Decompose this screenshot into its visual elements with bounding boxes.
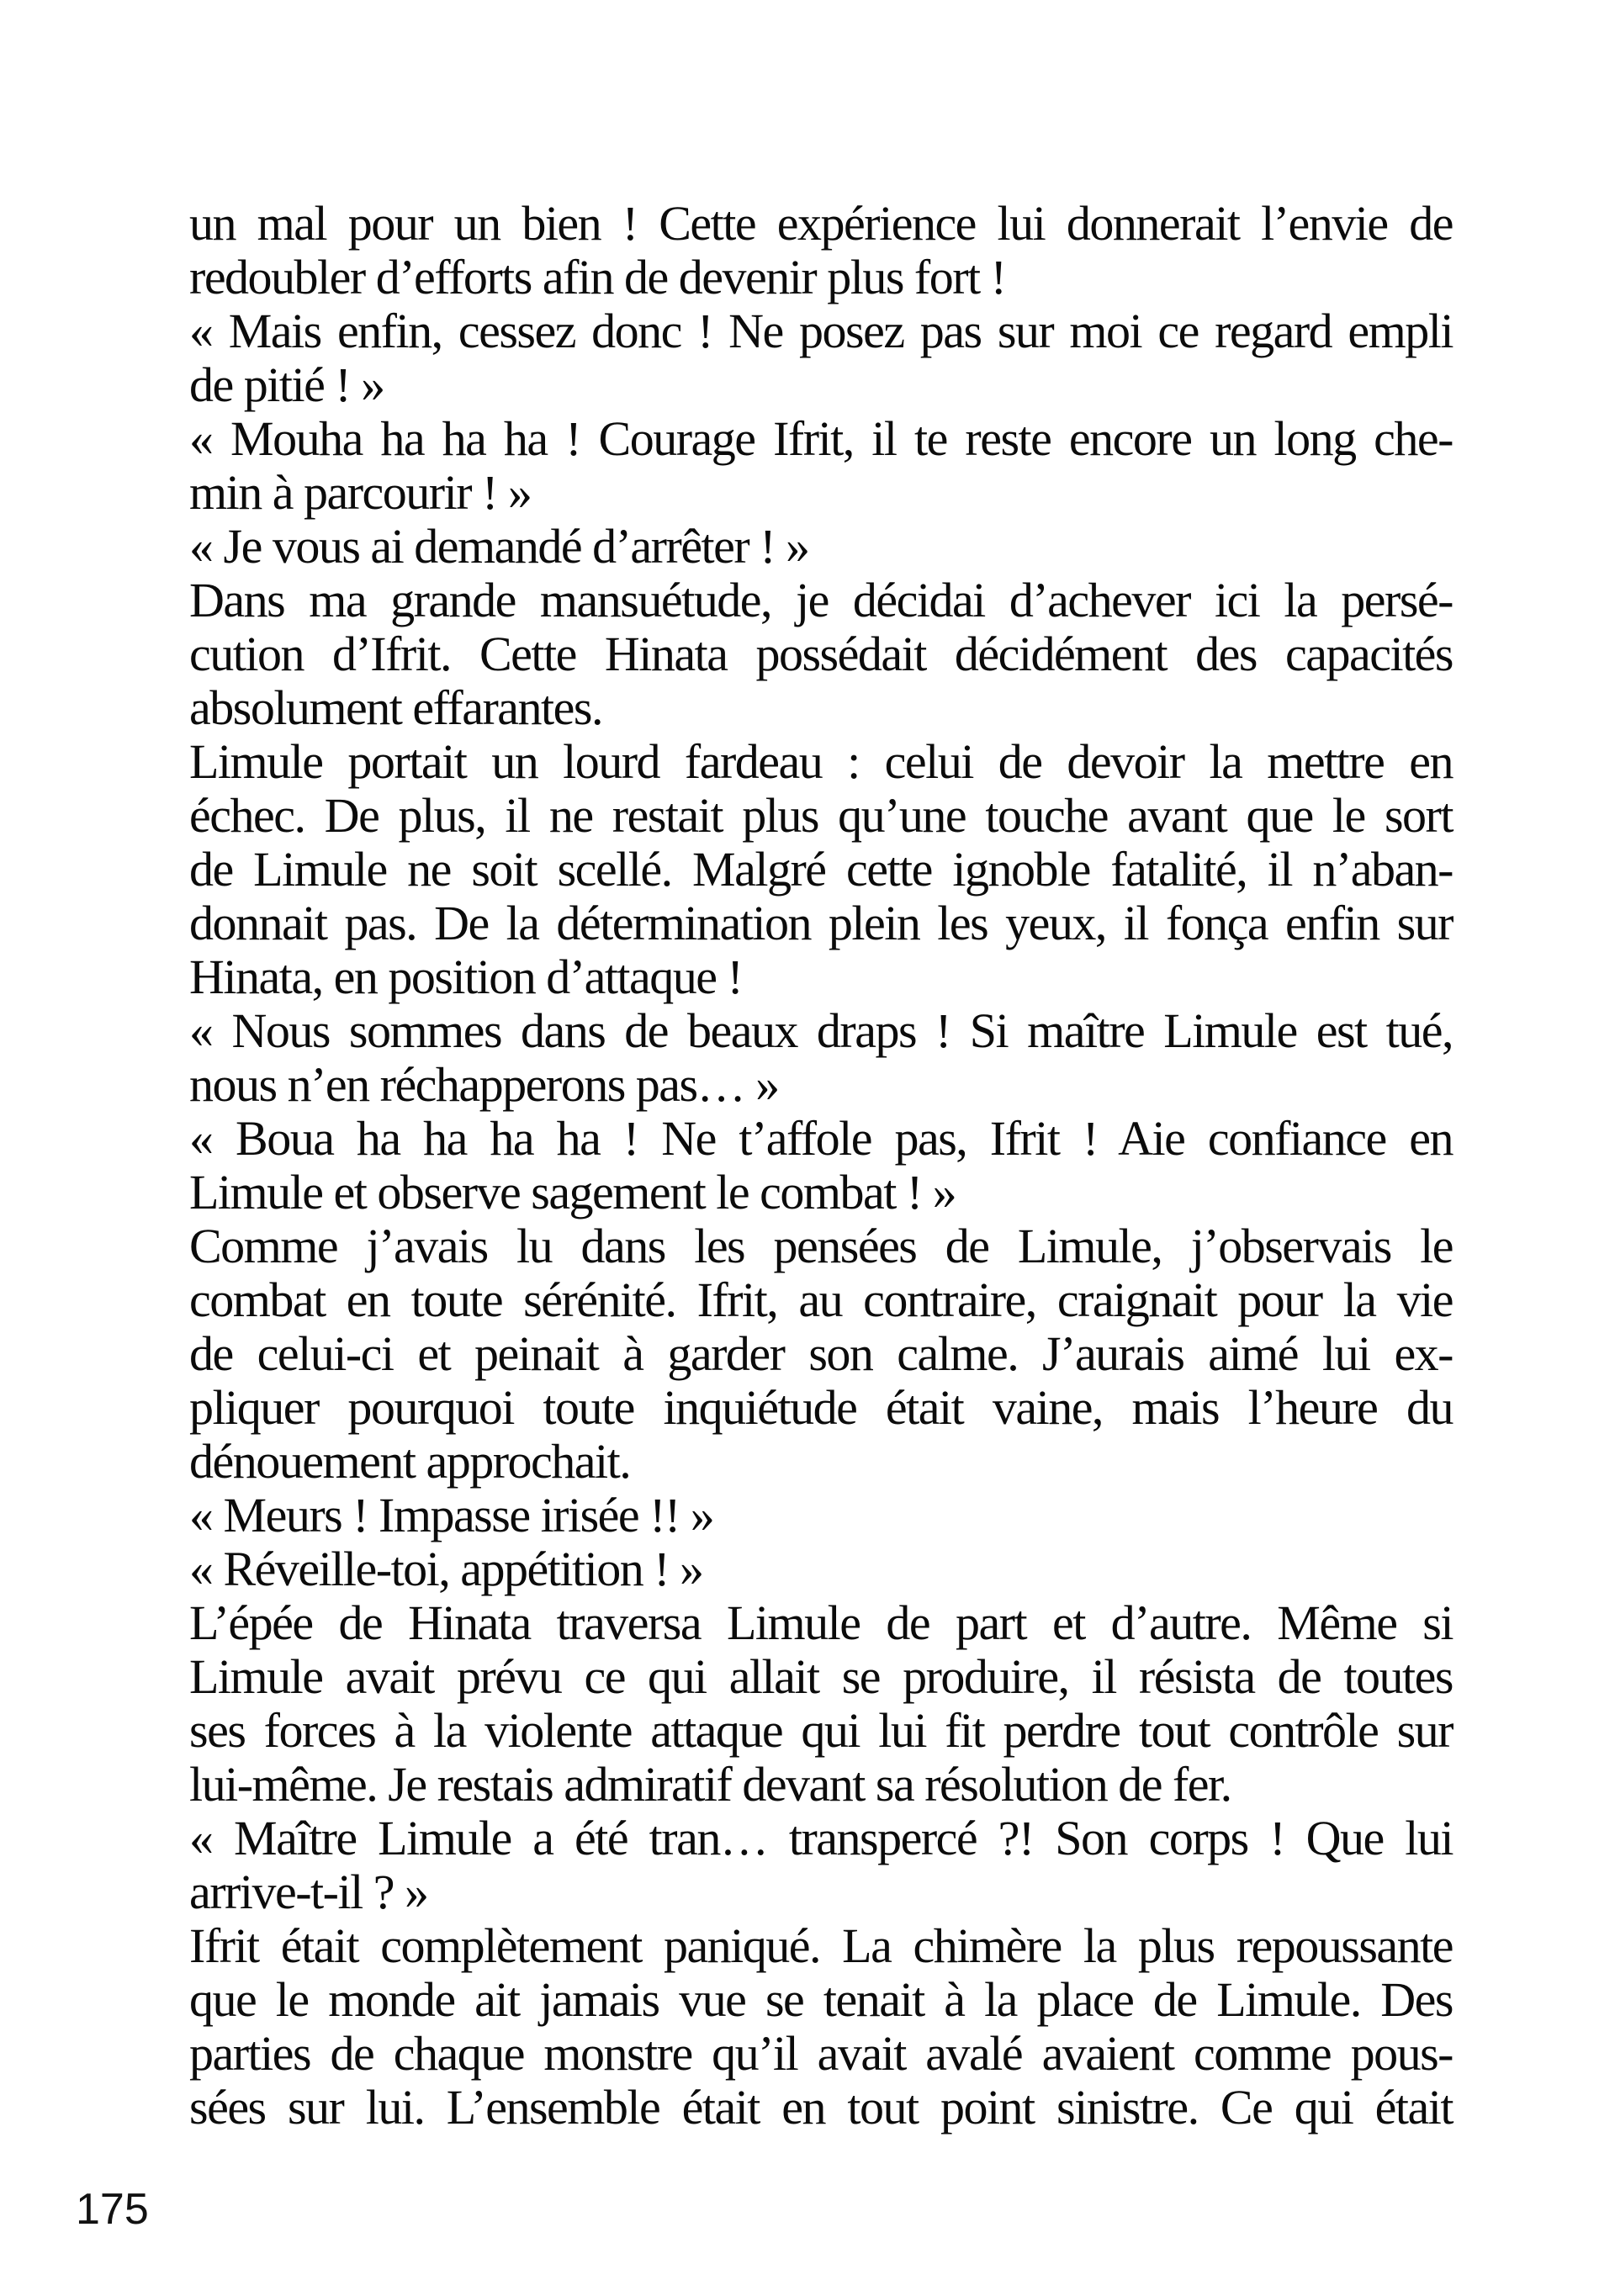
text-line: de Limule ne soit scellé. Malgré cette ignoble fatalité, il n’aban- <box>189 842 1453 897</box>
page-text <box>189 197 1453 2135</box>
text-line: cution d’Ifrit. Cette Hinata possédait décidément des capacités <box>189 627 1453 681</box>
text-line: échec. De plus, il ne restait plus qu’une touche avant que le sort <box>189 788 1453 843</box>
text-line: « Je vous ai demandé d’arrêter ! » <box>189 519 809 574</box>
text-line: redoubler d’efforts afin de devenir plus fort ! <box>189 250 1006 304</box>
text-line: parties de chaque monstre qu’il avait avalé avaient comme pous- <box>189 2026 1453 2081</box>
text-line: L’épée de Hinata traversa Limule de part et d’autre. Même si <box>189 1595 1453 1650</box>
text-line: de pitié ! » <box>189 357 384 412</box>
text-line: Ifrit était complètement paniqué. La chimère la plus repoussante <box>189 1918 1453 1973</box>
text-line: lui-même. Je restais admiratif devant sa résolution de fer. <box>189 1757 1231 1812</box>
text-line: arrive-t-il ? » <box>189 1865 428 1919</box>
text-line: nous n’en réchapperons pas… » <box>189 1057 779 1112</box>
text-line: que le monde ait jamais vue se tenait à la place de Limule. Des <box>189 1972 1453 2027</box>
page-number: 175 <box>76 2185 149 2234</box>
text-line: pliquer pourquoi toute inquiétude était vaine, mais l’heure du <box>189 1380 1453 1435</box>
text-line: dénouement approchait. <box>189 1434 631 1489</box>
text-line: un mal pour un bien ! Cette expérience lui donnerait l’envie de <box>189 196 1453 251</box>
text-line: absolument effarantes. <box>189 680 602 735</box>
text-line: « Réveille-toi, appétition ! » <box>189 1542 703 1596</box>
text-line: ses forces à la violente attaque qui lui fit perdre tout contrôle sur <box>189 1703 1453 1758</box>
text-line: donnait pas. De la détermination plein les yeux, il fonça enfin sur <box>189 896 1453 950</box>
text-line: de celui-ci et peinait à garder son calme. J’aurais aimé lui ex- <box>189 1326 1453 1381</box>
text-line: min à parcourir ! » <box>189 465 532 520</box>
text-line: Limule et observe sagement le combat ! » <box>189 1165 956 1219</box>
text-line: « Boua ha ha ha ha ! Ne t’affole pas, Ifrit ! Aie confiance en <box>189 1111 1453 1166</box>
text-line: « Nous sommes dans de beaux draps ! Si maître Limule est tué, <box>189 1003 1453 1058</box>
text-line: Hinata, en position d’attaque ! <box>189 950 743 1004</box>
text-line: « Mais enfin, cessez donc ! Ne posez pas sur moi ce regard empli <box>189 304 1453 358</box>
text-line: Comme j’avais lu dans les pensées de Limule, j’observais le <box>189 1219 1453 1273</box>
text-line: Dans ma grande mansuétude, je décidai d’achever ici la persé- <box>189 573 1453 627</box>
text-line: combat en toute sérénité. Ifrit, au contraire, craignait pour la vie <box>189 1272 1453 1327</box>
text-line: sées sur lui. L’ensemble était en tout point sinistre. Ce qui était <box>189 2080 1453 2135</box>
text-line: Limule avait prévu ce qui allait se produire, il résista de toutes <box>189 1649 1453 1704</box>
text-line: « Mouha ha ha ha ! Courage Ifrit, il te reste encore un long che- <box>189 411 1453 466</box>
text-line: « Meurs ! Impasse irisée !! » <box>189 1488 714 1542</box>
text-line: Limule portait un lourd fardeau : celui de devoir la mettre en <box>189 734 1453 789</box>
text-line: « Maître Limule a été tran… transpercé ?! Son corps ! Que lui <box>189 1811 1453 1865</box>
